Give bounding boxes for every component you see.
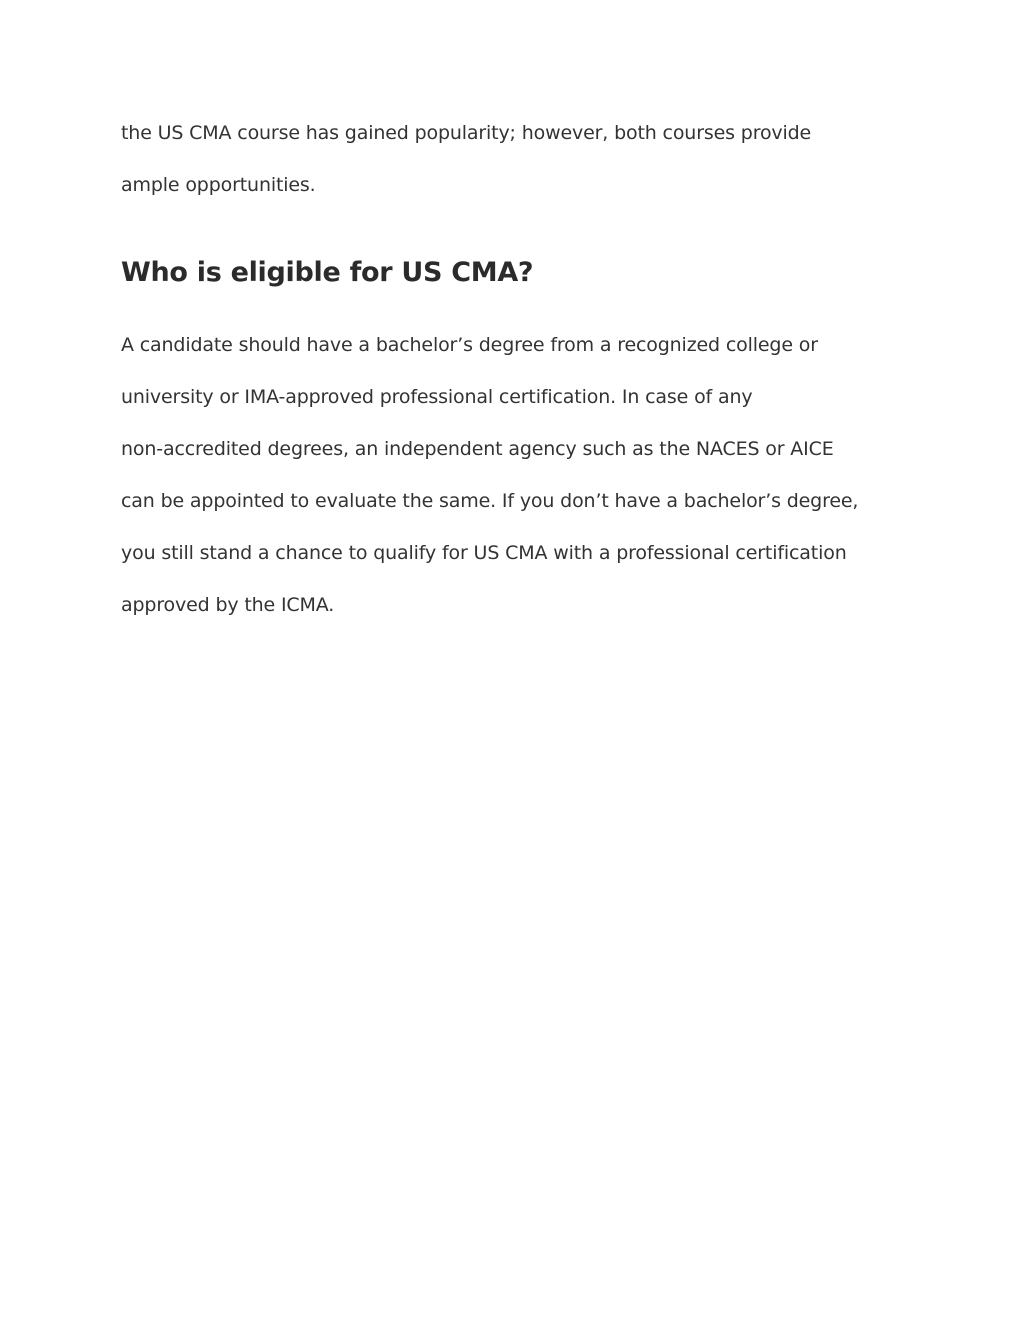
text-line: the US CMA course has gained popularity; however, both courses provide <box>121 122 812 144</box>
text-line: you still stand a chance to qualify for US CMA with a professional certification <box>121 542 847 564</box>
text-line: non-accredited degrees, an independent agency such as the NACES or AICE <box>121 438 834 460</box>
text-line: can be appointed to evaluate the same. If you don’t have a bachelor’s degree, <box>121 490 859 512</box>
text-line: university or IMA-approved professional certification. In case of any <box>121 386 753 408</box>
text-line: ample opportunities. <box>121 174 316 196</box>
section-heading: Who is eligible for US CMA? <box>121 257 534 288</box>
text-line: approved by the ICMA. <box>121 594 335 616</box>
text-line: A candidate should have a bachelor’s degree from a recognized college or <box>121 334 818 356</box>
